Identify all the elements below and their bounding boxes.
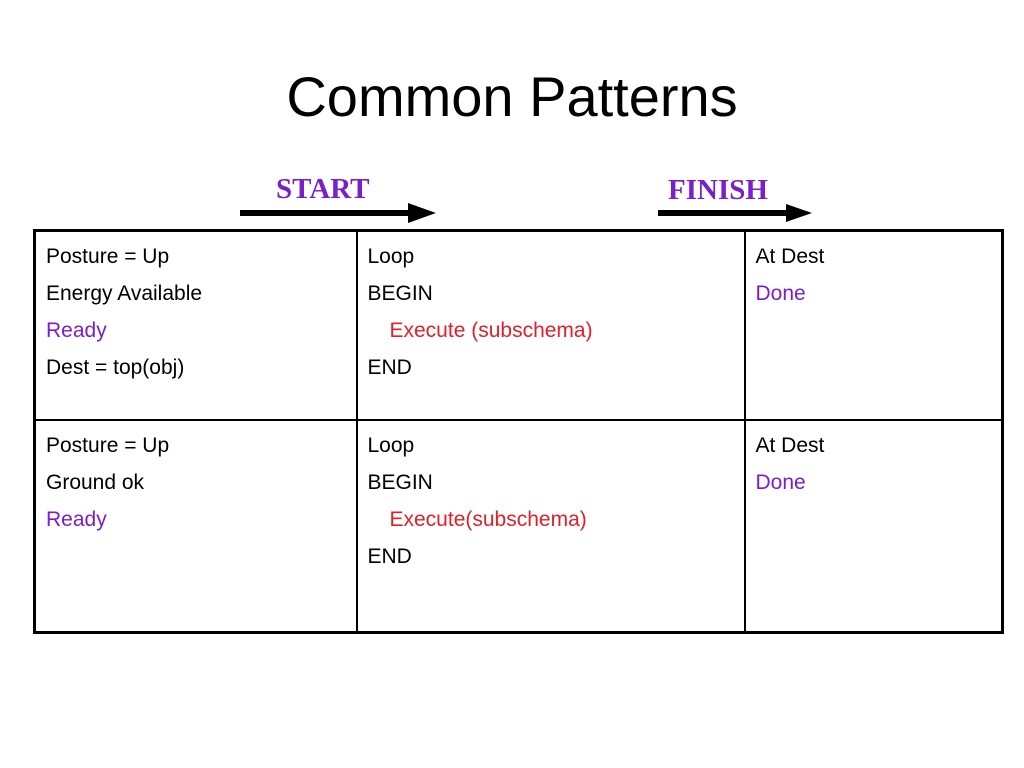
ready-state-text: Ready [46, 508, 107, 531]
begin-keyword: BEGIN [367, 471, 433, 494]
condition-text: At Dest [755, 245, 825, 268]
finish-label: FINISH [668, 174, 768, 206]
condition-text: Ground ok [46, 471, 145, 494]
loop-keyword: Loop [367, 245, 415, 268]
ready-state-text: Ready [46, 319, 107, 342]
condition-text: Posture = Up [46, 434, 170, 457]
end-keyword: END [367, 356, 412, 379]
execute-statement: Execute(subschema) [389, 508, 587, 531]
table-row [35, 231, 1003, 421]
begin-keyword: BEGIN [367, 282, 433, 305]
body-cell [357, 420, 745, 633]
body-cell [357, 231, 745, 421]
end-keyword: END [367, 545, 412, 568]
done-state-text: Done [755, 282, 806, 305]
precondition-cell [35, 231, 357, 421]
start-arrow-icon [238, 200, 438, 226]
execute-statement: Execute (subschema) [389, 319, 593, 342]
condition-text: At Dest [755, 434, 825, 457]
start-label: START [276, 173, 370, 205]
table-row [35, 420, 1003, 633]
done-state-text: Done [755, 471, 806, 494]
slide-title: Common Patterns [286, 65, 738, 128]
precondition-cell [35, 420, 357, 633]
postcondition-cell [745, 231, 1003, 421]
condition-text: Energy Available [46, 282, 203, 305]
postcondition-cell [745, 420, 1003, 633]
loop-keyword: Loop [367, 434, 415, 457]
condition-text: Posture = Up [46, 245, 170, 268]
condition-text: Dest = top(obj) [46, 356, 185, 379]
finish-arrow-icon [656, 200, 814, 226]
patterns-table [33, 229, 1004, 634]
